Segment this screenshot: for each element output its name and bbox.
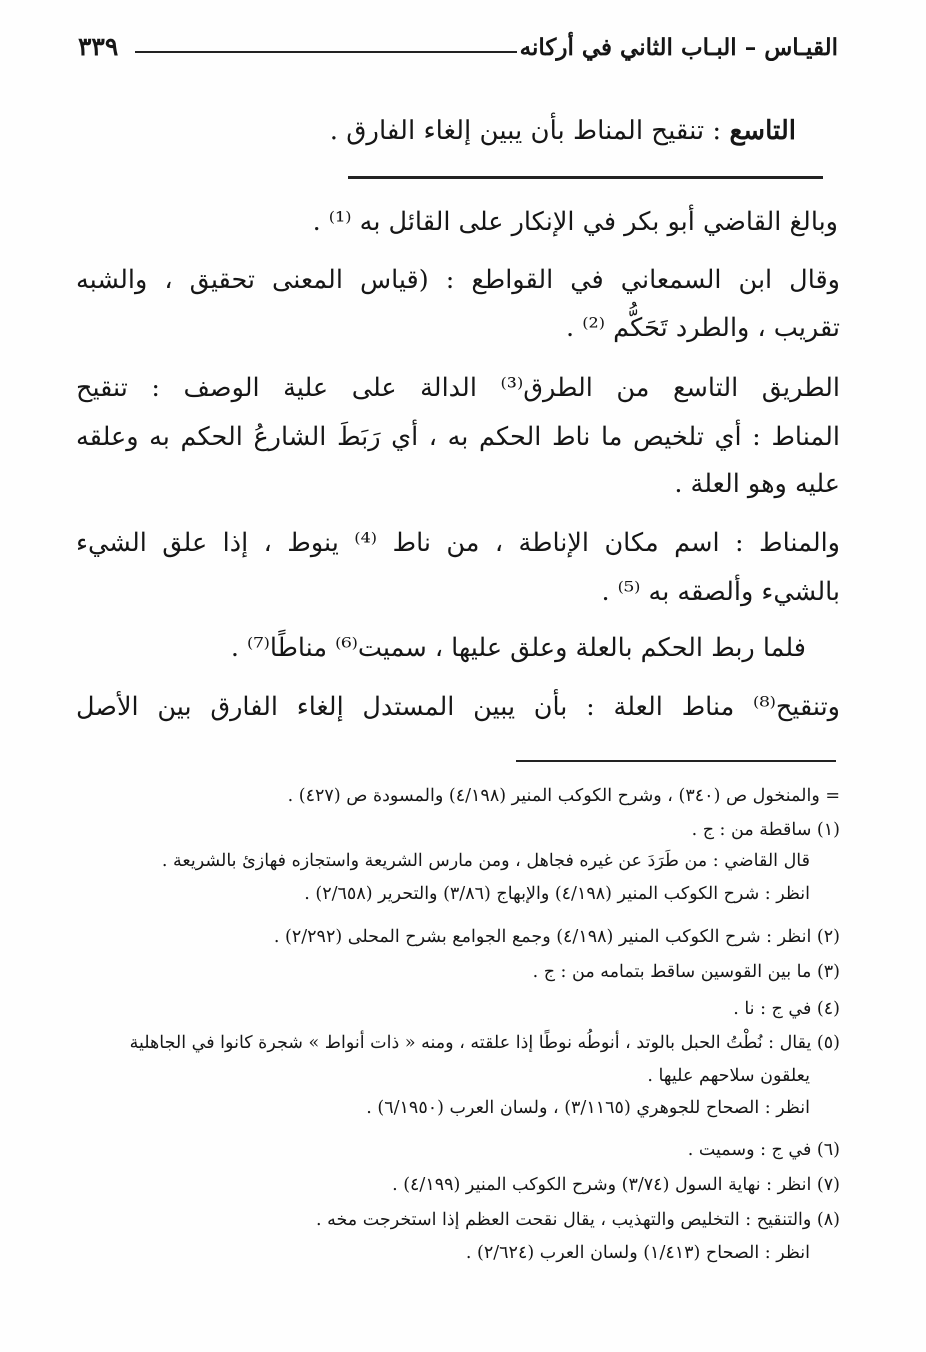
body-line: تقريب ، والطرد تَحَكُّم ⁽²⁾ .: [566, 313, 840, 343]
body-line: عليه وهو العلة .: [674, 469, 840, 499]
running-title: القيـاس – البـاب الثاني في أركانه: [519, 34, 838, 61]
body-line: وتنقيح⁽⁸⁾ مناط العلة : بأن يبين المستدل إلغاء الفارق بين الأصل: [76, 692, 840, 722]
body-line: فلما ربط الحكم بالعلة وعلق عليها ، سميت⁽⁶⁾ مناطًا⁽⁷⁾ .: [230, 633, 806, 663]
section-heading: [330, 116, 796, 146]
footnote-line: انظر : الصحاح للجوهري (٣/١١٦٥) ، ولسان العرب (٦/١٩٥٠) .: [366, 1098, 810, 1118]
footnote-line: انظر : شرح الكوكب المنير (٤/١٩٨) والإبهاج (٣/٨٦) والتحرير (٢/٦٥٨) .: [304, 884, 810, 904]
heading-text: : تنقيح المناط بأن يبين إلغاء الفارق .: [329, 116, 730, 146]
footnote-rule: [516, 760, 836, 762]
heading-label: التاسع: [729, 116, 796, 146]
body-line: والمناط : اسم مكان الإناطة ، من ناط ⁽⁴⁾ ينوط ، إذا علق الشيء: [76, 528, 840, 558]
footnote-line: (١) ساقطة من : ج .: [691, 820, 840, 840]
footnote-line: (٥) يقال : نُطْتُ الحبل بالوتد ، أنوطُه نوطًا إذا علقته ، ومنه « ذات أنواط » شجرة كانوا في الجاهلية: [129, 1033, 840, 1053]
footnote-line: (٤) في ج : نا .: [733, 999, 840, 1019]
body-line: وبالغ القاضي أبو بكر في الإنكار على القائل به ⁽¹⁾ .: [312, 207, 838, 237]
footnote-line: (٦) في ج : وسميت .: [687, 1140, 840, 1160]
body-line: المناط : أي تلخيص ما ناط الحكم به ، أي رَبَطَ الشارعُ الحكم به وعلقه: [76, 422, 840, 452]
footnote-line: (٧) انظر : نهاية السول (٣/٧٤) وشرح الكوكب المنير (٤/١٩٩) .: [392, 1175, 840, 1195]
footnote-line: = والمنخول ص (٣٤٠) ، وشرح الكوكب المنير (٤/١٩٨) والمسودة ص (٤٢٧) .: [287, 786, 840, 806]
header-rule: [135, 51, 517, 53]
footnote-line: (٢) انظر : شرح الكوكب المنير (٤/١٩٨) وجمع الجوامع بشرح المحلى (٢/٢٩٢) .: [273, 927, 840, 947]
footnote-line: (٣) ما بين القوسين ساقط بتمامه من : ج .: [532, 962, 840, 982]
body-line: بالشيء وألصقه به ⁽⁵⁾ .: [601, 577, 840, 607]
footnote-line: يعلقون سلاحهم عليها .: [647, 1066, 810, 1086]
page-number: ٣٣٩: [78, 32, 119, 61]
body-line: الطريق التاسع من الطرق⁽³⁾ الدالة على علية الوصف : تنقيح: [76, 373, 840, 403]
footnote-line: قال القاضي : من طَرَدَ عن غيره فجاهل ، ومن مارس الشريعة واستجازه فهازئ بالشريعة .: [161, 851, 810, 871]
footnote-line: انظر : الصحاح (١/٤١٣) ولسان العرب (٢/٦٢٤) .: [465, 1243, 810, 1263]
body-line: وقال ابن السمعاني في القواطع : (قياس المعنى تحقيق ، والشبه: [76, 265, 840, 295]
heading-rule: [348, 176, 823, 179]
footnote-line: (٨) والتنقيح : التخليص والتهذيب ، يقال نقحت العظم إذا استخرجت مخه .: [315, 1210, 840, 1230]
